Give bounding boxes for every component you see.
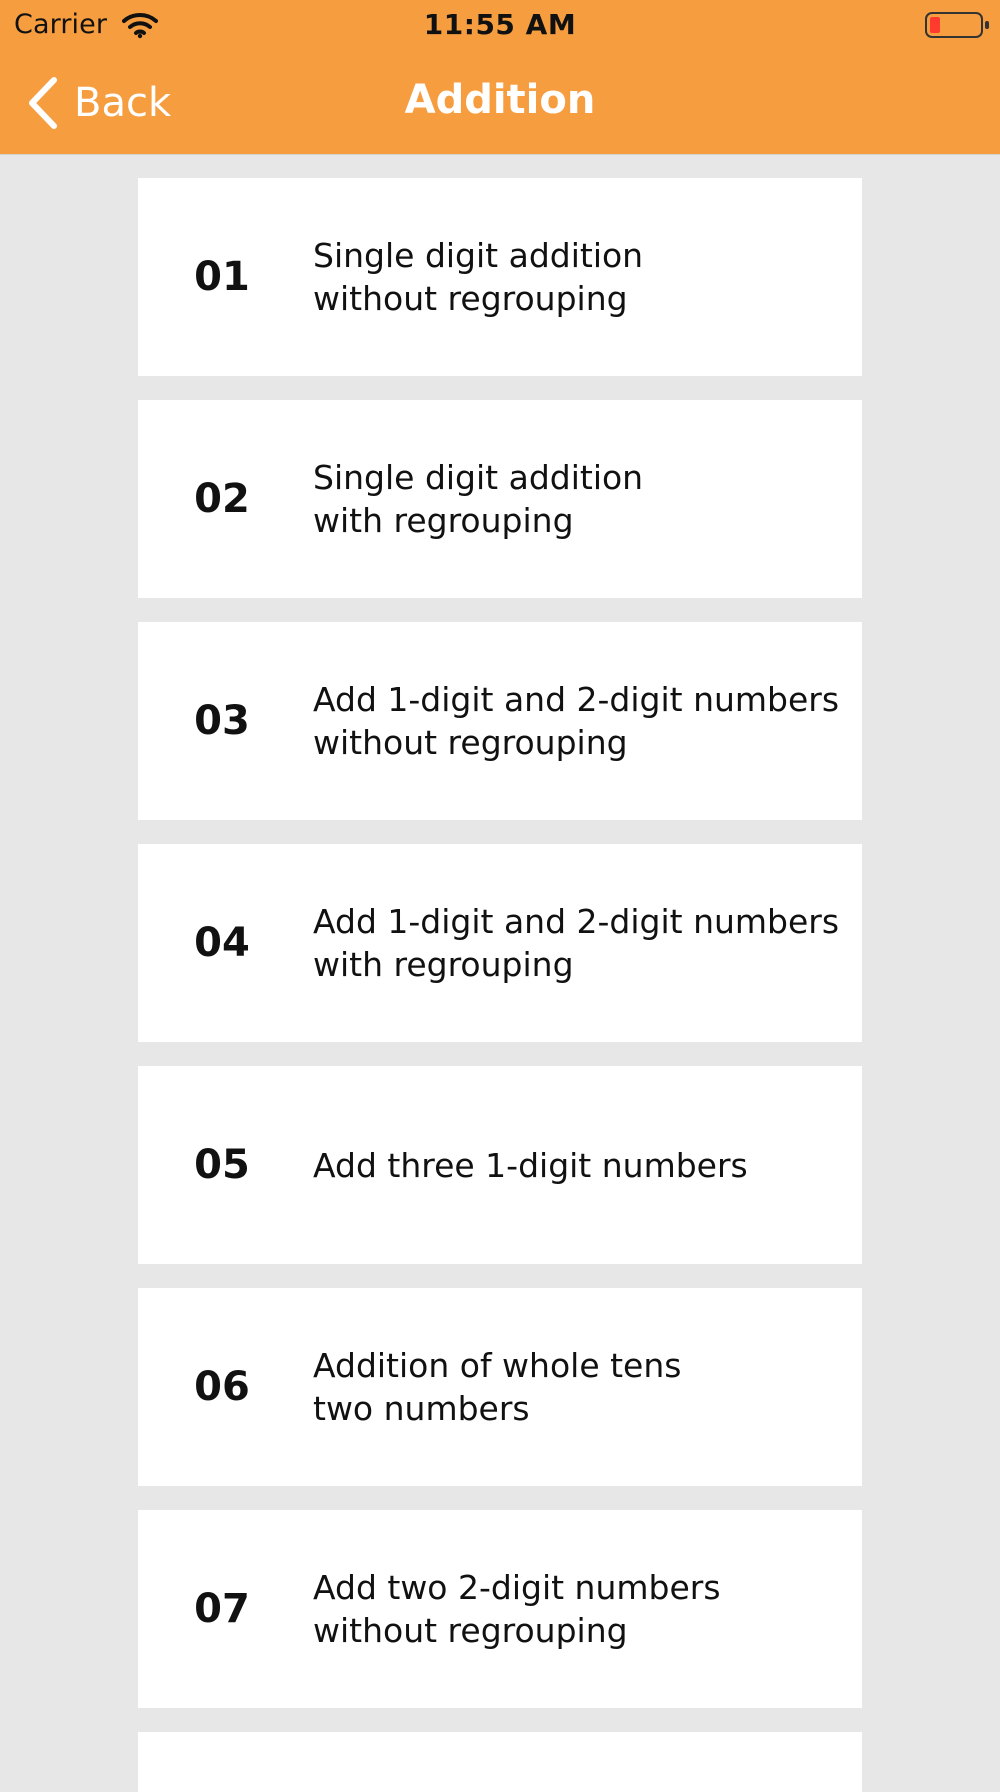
lesson-title: Single digit addition with regrouping: [313, 458, 644, 540]
lesson-title: Add 1-digit and 2-digit numbers without regrouping: [313, 680, 840, 762]
top-bar: [0, 0, 1000, 154]
carrier-label: Carrier: [14, 9, 108, 40]
battery-low-icon: [924, 10, 990, 40]
lesson-title: Addition of whole tens two numbers: [313, 1346, 682, 1428]
status-time: 11:55 AM: [423, 8, 577, 41]
lesson-item-07[interactable]: [138, 1510, 862, 1708]
status-bar: [0, 0, 1000, 50]
lesson-number: 06: [194, 1364, 250, 1410]
lesson-item-01[interactable]: [138, 178, 862, 376]
lesson-title: Add 1-digit and 2-digit numbers with regrouping: [313, 902, 840, 984]
lesson-number: 02: [194, 476, 250, 522]
lesson-item-partial[interactable]: [138, 1732, 862, 1792]
lesson-item-02[interactable]: [138, 400, 862, 598]
lesson-title: Add two 2-digit numbers without regrouping: [313, 1568, 721, 1650]
lesson-number: 07: [194, 1586, 250, 1632]
back-label: Back: [74, 80, 172, 126]
lesson-number: 03: [194, 698, 250, 744]
lesson-title: Add three 1-digit numbers: [313, 1145, 748, 1185]
lesson-item-03[interactable]: [138, 622, 862, 820]
screen-title: Addition: [404, 77, 596, 123]
lesson-title: Single digit addition without regrouping: [313, 236, 644, 318]
navigation-bar: [0, 50, 1000, 154]
lesson-number: 01: [194, 254, 250, 300]
lesson-item-05[interactable]: [138, 1066, 862, 1264]
lesson-list: [138, 178, 862, 1792]
lesson-number: 05: [194, 1142, 250, 1188]
lesson-number: 04: [194, 920, 250, 966]
lesson-item-06[interactable]: [138, 1288, 862, 1486]
lesson-item-04[interactable]: [138, 844, 862, 1042]
